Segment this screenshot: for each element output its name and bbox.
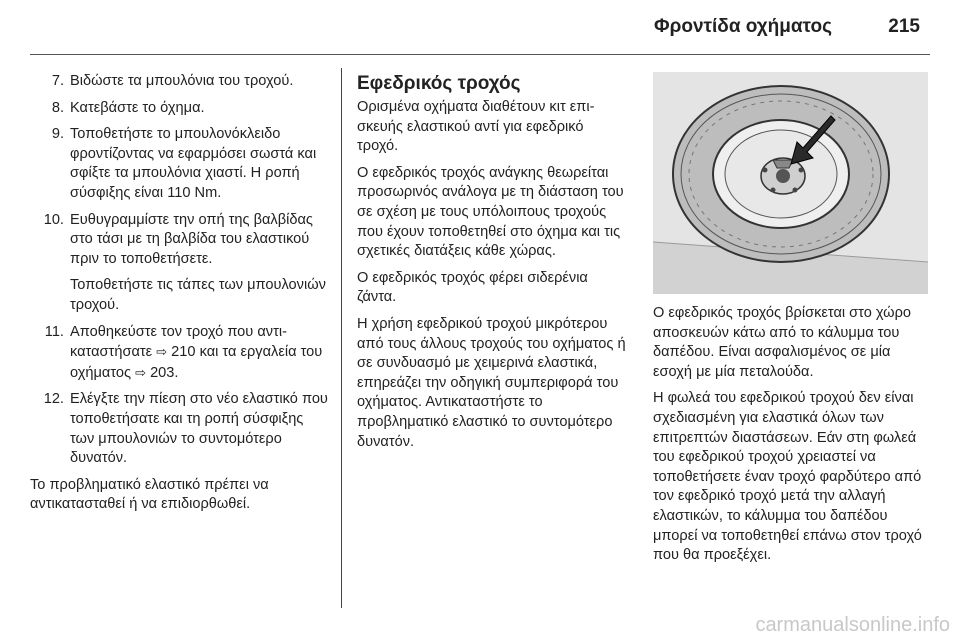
step-item: [30, 323, 330, 384]
watermark-text: carmanualsonline.info: [755, 614, 950, 636]
paragraph: Η φωλεά του εφεδρικού τροχού δεν είναι σχεδιασμένη για ελαστικά όλων των επιτρεπτών διαστάσεων. Εάν στη φωλεά του εφεδρικού τροχού χρειαστεί να τοποθετήσετε έναν τροχό φαρδύτερο από τον εφεδρικό τροχό μετά την αλλαγή ελαστικών, το κάλυμμα του δαπέδου μπορεί να τοποθετηθεί επάνω στον τροχό που θα προεξέχει.: [653, 390, 922, 564]
paragraph: Ο εφεδρικός τροχός ανάγκης θεωρείται προσωρινός ανάλογα με τη διάσταση του σε σχέση με τους υπόλοιπους τροχούς που έχουν τοποθετηθεί στο όχημα και τις σχετικές διατάξεις κάθε χώρας.: [357, 164, 624, 260]
step-number: 12.: [43, 391, 64, 408]
step-item: [30, 211, 330, 270]
middle-column: [357, 72, 627, 459]
page-ref-arrow-icon[interactable]: ⇨: [156, 344, 168, 360]
closing-note: Το προβληματικό ελαστικό πρέπει να αντικατασταθεί ή να επιδιορθωθεί.: [30, 476, 269, 513]
step-text-part: 203.: [146, 364, 179, 381]
right-column: [653, 304, 928, 573]
paragraph: Ο εφεδρικός τροχός φέρει σιδερένια ζάντα.: [357, 269, 588, 306]
step-number: 7.: [51, 73, 64, 89]
step-number: 11.: [44, 323, 64, 340]
step-item: [30, 72, 330, 92]
section-heading: Εφεδρικός τροχός: [357, 73, 521, 94]
step-item: [30, 390, 330, 468]
spare-wheel-illustration: [653, 72, 928, 294]
step-text: Ελέγξτε την πίεση στο νέο ελαστικό που τοποθετήσατε και τη ροπή σύσφιξης των μπουλονιών το συντομότερο δυνατόν.: [70, 391, 328, 467]
step-item: [30, 125, 330, 203]
left-column: [30, 72, 330, 522]
step-text: Τοποθετήστε το μπουλονόκλειδο φροντίζοντας να εφαρμόσει σωστά και σφίξτε τα μπουλόνια χιαστί. Η ροπή σύσφιξης είναι 110 Nm.: [70, 126, 317, 201]
step-number: 8.: [51, 99, 64, 116]
header-rule: [30, 54, 930, 55]
step-text: Ευθυγραμμίστε την οπή της βαλβίδας στο τάσι με τη βαλβίδα του ελαστικού πριν το τοποθετήσετε.: [70, 211, 313, 267]
step-number: 9.: [51, 126, 64, 143]
paragraph: Η χρήση εφεδρικού τροχού μικρότερου από τους άλλους τροχούς του οχήματος ή σε συνδυασμό με χειμερινά ελαστικά, επηρεάζει την οδηγική συμπεριφορά του οχήματος. Αντικαταστήστε το προβληματικό ελαστικό το συντομότερο δυνατόν.: [357, 315, 626, 450]
page-ref-arrow-icon[interactable]: ⇨: [135, 364, 147, 380]
column-divider: [341, 68, 342, 608]
step-text-part: 210 και τα εργαλεία του οχήματος: [70, 344, 323, 381]
step-text: Βιδώστε τα μπουλόνια του τροχού.: [70, 73, 294, 89]
step-text-part: Αποθηκεύστε τον τροχό που αντικαταστήσατε: [70, 323, 287, 361]
step-text: Κατεβάστε το όχημα.: [70, 99, 205, 116]
step-item: [30, 99, 330, 119]
paragraph: Ορισμένα οχήματα διαθέτουν κιτ επισκευής ελαστικού αντί για εφεδρικό τροχό.: [357, 99, 595, 155]
spare-wheel-icon: [653, 72, 928, 294]
paragraph: Ο εφεδρικός τροχός βρίσκεται στο χώρο αποσκευών κάτω από το κάλυμμα του δαπέδου. Είναι ασφαλισμένος σε μία εσοχή με μία πεταλούδα.: [653, 305, 911, 380]
step-10-continuation: Τοποθετήστε τις τάπες των μπουλονιών τροχού.: [70, 277, 326, 313]
step-text: [70, 323, 330, 384]
page-header-title: Φροντίδα οχήματος: [654, 16, 832, 37]
step-number: 10.: [43, 211, 64, 228]
page-number: 215: [888, 16, 920, 37]
